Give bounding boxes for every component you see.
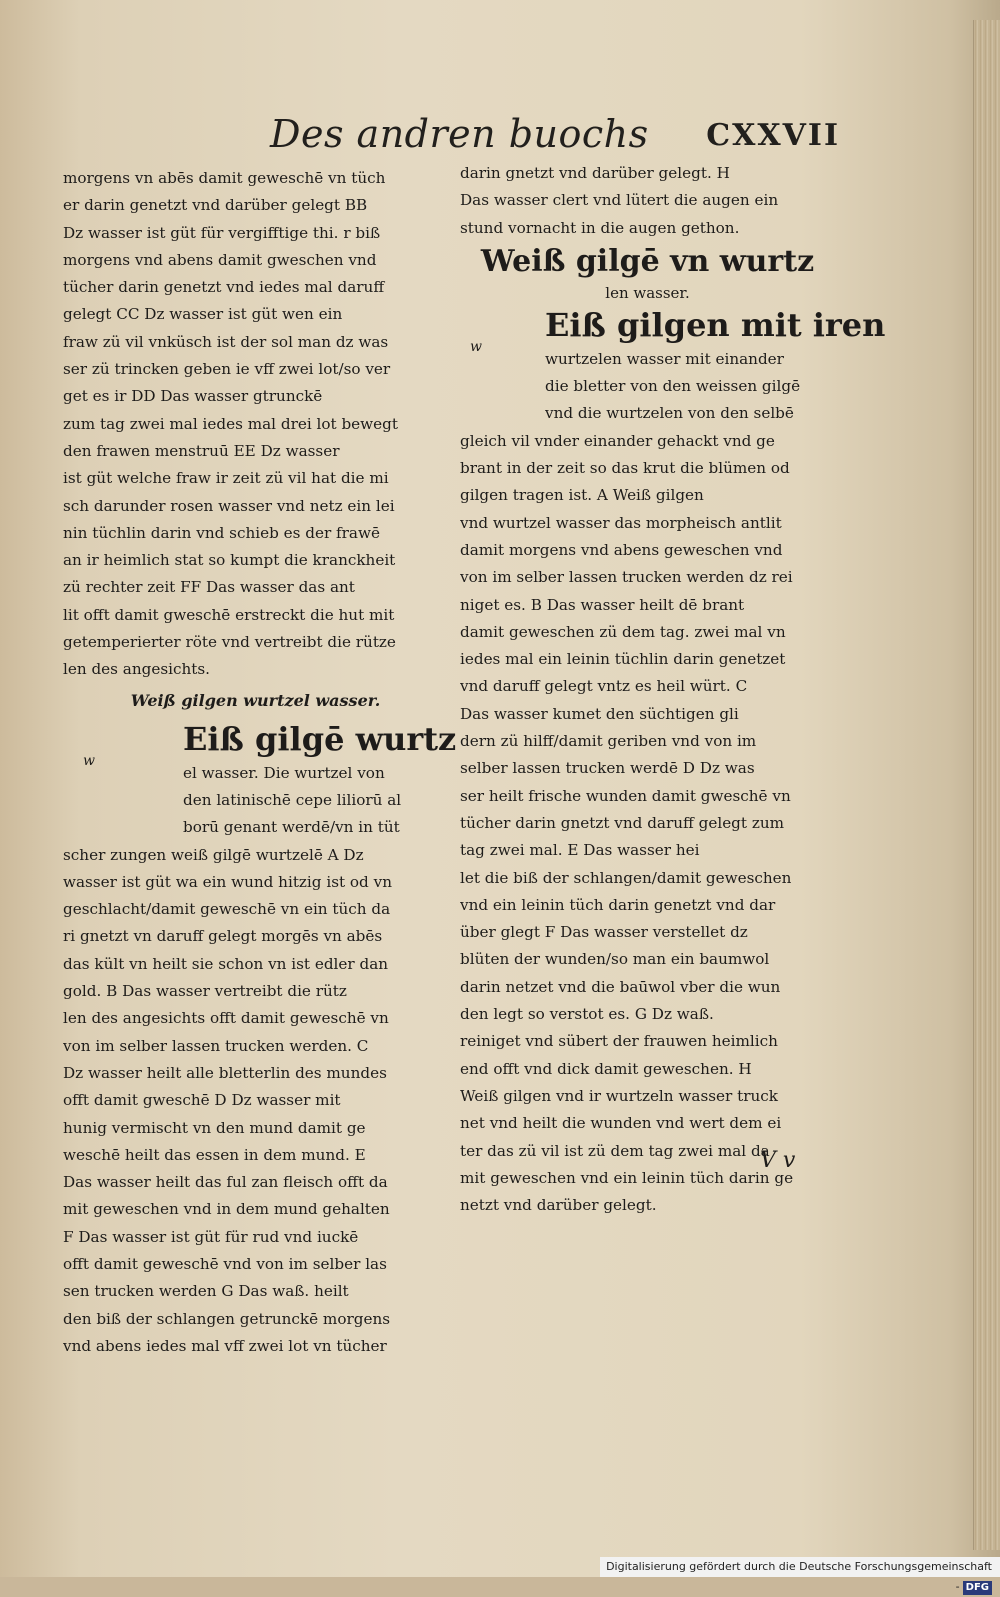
text-line: darin netzet vnd die baūwol vber die wun	[460, 977, 781, 996]
left-subheading: Weiß gilgen wurtzel wasser.	[130, 690, 381, 710]
right-column-text-bottom	[460, 428, 835, 1220]
text-line: Das wasser kumet den süchtigen gli	[460, 704, 739, 723]
left-section-title: Eiß gilgē wurtz	[183, 719, 457, 758]
text-line: den legt so verstot es. G Dz waß.	[460, 1005, 714, 1024]
text-line: Dz wasser heilt alle bletterlin des mundes	[63, 1063, 387, 1082]
text-line: Das wasser clert vnd lütert die augen ein	[460, 191, 779, 210]
text-line: wasser ist güt wa ein wund hitzig ist od vn	[63, 872, 392, 891]
text-line: Das wasser heilt das ful zan fleisch offt da	[63, 1173, 388, 1192]
text-line: len des angesichts offt damit geweschē vn	[63, 1009, 389, 1028]
text-line: get es ir DD Das wasser gtrunckē	[63, 387, 323, 406]
text-line: sch darunder rosen wasser vnd netz ein lei	[63, 496, 395, 515]
text-line: nin tüchlin darin vnd schieb es der frawē	[63, 523, 380, 542]
text-line: den frawen menstruū EE Dz wasser	[63, 441, 340, 460]
text-line: niget es. B Das wasser heilt dē brant	[460, 595, 745, 614]
left-column-text-top	[63, 165, 448, 684]
text-line: geschlacht/damit geweschē vn ein tüch da	[63, 900, 391, 919]
text-line: stund vornacht in die augen gethon.	[460, 218, 740, 237]
text-line: F Das wasser ist güt für rud vnd iuckē	[63, 1227, 359, 1246]
text-line: morgens vnd abens damit gweschen vnd	[63, 250, 377, 269]
right-section-heading: Weiß gilgē vn wurtz	[480, 243, 815, 279]
right-initial-letter: w	[470, 338, 482, 355]
folio-number: CXXVII	[706, 118, 840, 153]
text-line: tücher darin genetzt vnd iedes mal daruff	[63, 278, 385, 297]
right-indented-lines	[545, 346, 835, 428]
right-column-text-top	[460, 160, 835, 242]
text-line: ri gnetzt vn daruff gelegt morgēs vn abēs	[63, 927, 383, 946]
text-line: selber lassen trucken werdē D Dz was	[460, 759, 755, 778]
text-line: brant in der zeit so das krut die blümen od	[460, 459, 790, 478]
text-line: ser zü trincken geben ie vff zwei lot/so ver	[63, 360, 391, 379]
right-initial-block	[460, 304, 886, 428]
text-line: borū genant werdē/vn in tüt	[183, 818, 400, 837]
left-column	[63, 165, 457, 1360]
right-section-title: Eiß gilgen mit iren	[545, 305, 886, 344]
credit-text: Digitalisierung gefördert durch die Deutsche Forschungsgemeinschaft -	[606, 1560, 992, 1593]
text-line: über glegt F Das wasser verstellet dz	[460, 923, 748, 942]
text-line: von im selber lassen trucken werden dz rei	[460, 568, 793, 587]
text-line: tücher darin gnetzt vnd daruff gelegt zum	[460, 813, 785, 832]
text-line: ter das zü vil ist zü dem tag zwei mal da	[460, 1141, 770, 1160]
text-line: netzt vnd darüber gelegt.	[460, 1196, 657, 1215]
text-line: vnd die wurtzelen von den selbē	[545, 404, 794, 423]
digitization-credit-bar	[600, 1557, 1000, 1593]
text-line: an ir heimlich stat so kumpt die kranckheit	[63, 551, 396, 570]
text-line: blüten der wunden/so man ein baumwol	[460, 950, 770, 969]
text-line: iedes mal ein leinin tüchlin darin genetzet	[460, 650, 786, 669]
text-line: net vnd heilt die wunden vnd wert dem ei	[460, 1114, 782, 1133]
left-column-text-bottom	[63, 842, 448, 1361]
text-line: wurtzelen wasser mit einander	[545, 349, 784, 368]
text-line: fraw zü vil vnküsch ist der sol man dz was	[63, 332, 389, 351]
text-line: weschē heilt das essen in dem mund. E	[63, 1145, 366, 1164]
text-line: ist güt welche fraw ir zeit zü vil hat die mi	[63, 469, 389, 488]
text-line: Dz wasser ist güt für vergifftige thi. r biß	[63, 223, 381, 242]
page-header	[270, 112, 840, 162]
dfg-logo: DFG	[963, 1581, 992, 1595]
text-line: darin gnetzt vnd darüber gelegt. H	[460, 164, 730, 182]
book-page-edges	[973, 20, 1000, 1550]
text-line: vnd ein leinin tüch darin genetzt vnd dar	[460, 895, 776, 914]
text-line: morgens vn abēs damit geweschē vn tüch	[63, 169, 386, 187]
text-line: er darin genetzt vnd darüber gelegt BB	[63, 196, 368, 215]
text-line: zü rechter zeit FF Das wasser das ant	[63, 578, 355, 597]
text-line: vnd daruff gelegt vntz es heil würt. C	[460, 677, 748, 696]
text-line: zum tag zwei mal iedes mal drei lot bewegt	[63, 414, 398, 433]
text-line: das kült vn heilt sie schon vn ist edler dan	[63, 954, 389, 973]
text-line: el wasser. Die wurtzel von	[183, 763, 385, 782]
running-title: Des andren buochs	[270, 112, 649, 156]
text-line: getemperierter röte vnd vertreibt die rütze	[63, 633, 396, 652]
text-line: dern zü hilff/damit geriben vnd von im	[460, 732, 757, 751]
text-line: reiniget vnd sübert der frauwen heimlich	[460, 1032, 778, 1051]
left-initial-letter: w	[83, 752, 95, 769]
text-line: gleich vil vnder einander gehackt vnd ge	[460, 431, 775, 450]
left-indented-lines	[183, 760, 448, 842]
right-column	[460, 160, 886, 1219]
text-line: den biß der schlangen getrunckē morgens	[63, 1309, 391, 1328]
text-line: sen trucken werden G Das waß. heilt	[63, 1282, 349, 1301]
text-line: gold. B Das wasser vertreibt die rütz	[63, 982, 347, 1001]
text-line: Weiß gilgen vnd ir wurtzeln wasser truck	[460, 1086, 778, 1105]
text-line: gilgen tragen ist. A Weiß gilgen	[460, 486, 704, 505]
text-line: lit offt damit gweschē erstreckt die hut mit	[63, 605, 395, 624]
text-line: offt damit geweschē vnd von im selber las	[63, 1254, 387, 1273]
text-line: damit geweschen zü dem tag. zwei mal vn	[460, 622, 786, 641]
text-line: gelegt CC Dz wasser ist güt wen ein	[63, 305, 343, 324]
right-section-heading-cont: len wasser.	[605, 283, 690, 302]
text-line: hunig vermischt vn den mund damit ge	[63, 1118, 366, 1137]
text-line: den latinischē cepe liliorū al	[183, 790, 402, 809]
text-line: ser heilt frische wunden damit gweschē vn	[460, 786, 791, 805]
text-line: end offt vnd dick damit geweschen. H	[460, 1059, 752, 1078]
text-line: tag zwei mal. E Das wasser hei	[460, 841, 700, 860]
text-line: mit geweschen vnd in dem mund gehalten	[63, 1200, 390, 1219]
text-line: let die biß der schlangen/damit geweschen	[460, 868, 792, 887]
text-line: vnd abens iedes mal vff zwei lot vn tücher	[63, 1336, 387, 1355]
text-line: die bletter von den weissen gilgē	[545, 377, 801, 396]
text-line: damit morgens vnd abens geweschen vnd	[460, 540, 783, 559]
text-line: offt damit gweschē D Dz wasser mit	[63, 1091, 341, 1110]
catchword: V v	[760, 1148, 796, 1173]
text-line: len des angesichts.	[63, 660, 210, 679]
text-line: mit geweschen vnd ein leinin tüch darin ge	[460, 1168, 794, 1187]
left-initial-block	[63, 718, 457, 842]
text-line: von im selber lassen trucken werden. C	[63, 1036, 369, 1055]
text-line: scher zungen weiß gilgē wurtzelē A Dz	[63, 845, 364, 864]
text-line: vnd wurtzel wasser das morpheisch antlit	[460, 513, 782, 532]
